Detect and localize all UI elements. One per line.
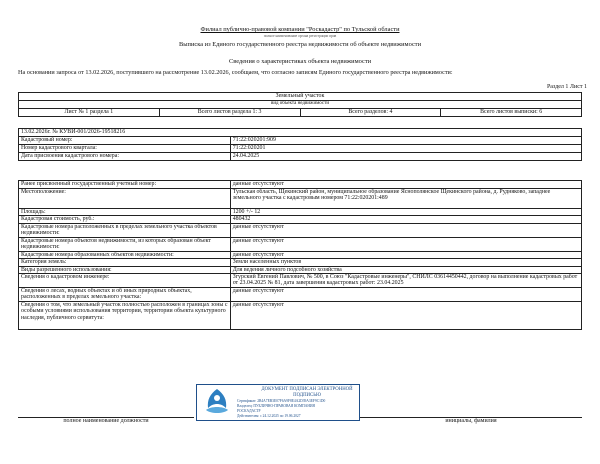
stamp-validity: Действителен: с 24.12.2025 по 19.06.2027 bbox=[237, 414, 301, 418]
row-value: данные отсутствуют bbox=[230, 302, 581, 330]
table-row bbox=[19, 259, 582, 266]
identifier-table bbox=[18, 128, 582, 161]
row-label: Сведения о лесах, водных объектах и об иных природных объектах, расположенных в пределах земельного участка: bbox=[19, 288, 231, 302]
table-row bbox=[19, 223, 582, 237]
row-value: 71:22:020201 bbox=[230, 145, 581, 153]
row-value: данные отсутствуют bbox=[230, 237, 581, 251]
row-label: Сведения о том, что земельный участок полностью расположен в границах зоны с особыми условиями использования территории, территории объекта культурного наследия, публичного сервитута: bbox=[19, 302, 231, 330]
row-value: данные отсутствуют bbox=[230, 251, 581, 258]
table-row bbox=[19, 237, 582, 251]
stamp-certificate: Сертификат: 2B4A7EB3E07F6A9F8E4A2D39A3EF9C1D0 bbox=[237, 399, 326, 403]
table-row bbox=[19, 137, 582, 145]
table-row bbox=[19, 251, 582, 258]
row-value: данные отсутствуют bbox=[230, 223, 581, 237]
row-label: Ранее присвоенный государственный учетный номер: bbox=[19, 181, 231, 189]
row-value: 480432 bbox=[230, 216, 581, 223]
signature-block bbox=[18, 384, 582, 424]
row-label: Местоположение: bbox=[19, 189, 231, 209]
table-row bbox=[19, 189, 582, 209]
row-label: Кадастровая стоимость, руб.: bbox=[19, 216, 231, 223]
row-value: Тульская область, Щекинский район, муниципальное образование Яснополянское Щекинского района, д. Рудняково, западнее земельного участка с кадастровым номером 71:22:020201:489 bbox=[230, 189, 581, 209]
row-label: Дата присвоения кадастрового номера: bbox=[19, 153, 231, 161]
stamp-owner-cont: РОСКАДАСТР bbox=[237, 409, 261, 413]
sheet-number: Лист № 1 раздела 1 bbox=[19, 109, 160, 117]
row-label: Виды разрешенного использования: bbox=[19, 266, 231, 273]
extract-date-number: 13.02.2026г. № КУВИ-001/2026-19518216 bbox=[19, 129, 582, 137]
row-value: 24.04.2025 bbox=[230, 153, 581, 161]
details-table bbox=[18, 180, 582, 330]
e-signature-stamp bbox=[196, 384, 360, 421]
table-row bbox=[19, 274, 582, 288]
row-label: Кадастровые номера объектов недвижимости, из которых образован объект недвижимости: bbox=[19, 237, 231, 251]
row-value: 71:22:020201:909 bbox=[230, 137, 581, 145]
row-label: Категория земель: bbox=[19, 259, 231, 266]
row-value: Згурский Евгений Павлович, № 500, в Союз "Кадастровые инженеры", СНИЛС 03614450442, договор на выполнение кадастровых работ от 23.04.2025 № 81, дата завершения кадастровых работ: 23.04.2025 bbox=[230, 274, 581, 288]
position-caption: полное наименование должности bbox=[63, 418, 149, 424]
row-label: Площадь: bbox=[19, 209, 231, 216]
row-label: Кадастровые номера образованных объектов недвижимости: bbox=[19, 251, 231, 258]
stamp-title: ДОКУМЕНТ ПОДПИСАН ЭЛЕКТРОННОЙ ПОДПИСЬЮ bbox=[261, 387, 353, 398]
row-value: данные отсутствуют bbox=[230, 288, 581, 302]
row-value: Для ведения личного подсобного хозяйства bbox=[230, 266, 581, 273]
row-value: данные отсутствуют bbox=[230, 181, 581, 189]
row-label: Кадастровый номер: bbox=[19, 137, 231, 145]
request-basis: На основании запроса от 13.02.2026, поступившего на рассмотрение 13.02.2026, сообщаем, что согласно записям Единого государственного реестра недвижимости: bbox=[18, 69, 453, 76]
row-value: Земли населенных пунктов bbox=[230, 259, 581, 266]
object-type-caption: вид объекта недвижимости bbox=[19, 101, 582, 109]
stamp-owner: Владелец: ПУБЛИЧНО-ПРАВОВАЯ КОМПАНИЯ bbox=[237, 404, 315, 408]
page-info: Раздел 1 Лист 1 bbox=[546, 84, 587, 90]
table-row bbox=[19, 209, 582, 216]
extract-sheets-total: Всего листов выписки: 6 bbox=[441, 109, 582, 117]
name-caption: инициалы, фамилия bbox=[445, 418, 497, 424]
table-row bbox=[19, 266, 582, 273]
table-row bbox=[19, 145, 582, 153]
row-label: Кадастровые номера расположенных в пределах земельного участка объектов недвижимости: bbox=[19, 223, 231, 237]
table-row bbox=[19, 153, 582, 161]
table-row bbox=[19, 216, 582, 223]
sheets-in-section: Всего листов раздела 1: 3 bbox=[159, 109, 300, 117]
registrar-org: Филиал публично-правовой компании "Роскадастр" по Тульской области bbox=[200, 26, 400, 33]
table-row bbox=[19, 288, 582, 302]
row-label: Номер кадастрового квартала: bbox=[19, 145, 231, 153]
row-label: Сведения о кадастровом инженере: bbox=[19, 274, 231, 288]
object-type: Земельный участок bbox=[19, 93, 582, 101]
sections-total: Всего разделов: 4 bbox=[300, 109, 441, 117]
extract-title: Выписка из Единого государственного реестра недвижимости об объекте недвижимости bbox=[178, 41, 421, 48]
row-value: 1200 +/- 12 bbox=[230, 209, 581, 216]
registrar-caption: полное наименование органа регистрации прав bbox=[263, 34, 337, 38]
table-row bbox=[19, 181, 582, 189]
object-header-table bbox=[18, 92, 582, 117]
table-row bbox=[19, 302, 582, 330]
section-title: Сведения о характеристиках объекта недвижимости bbox=[228, 58, 372, 65]
emblem-icon bbox=[201, 386, 233, 419]
